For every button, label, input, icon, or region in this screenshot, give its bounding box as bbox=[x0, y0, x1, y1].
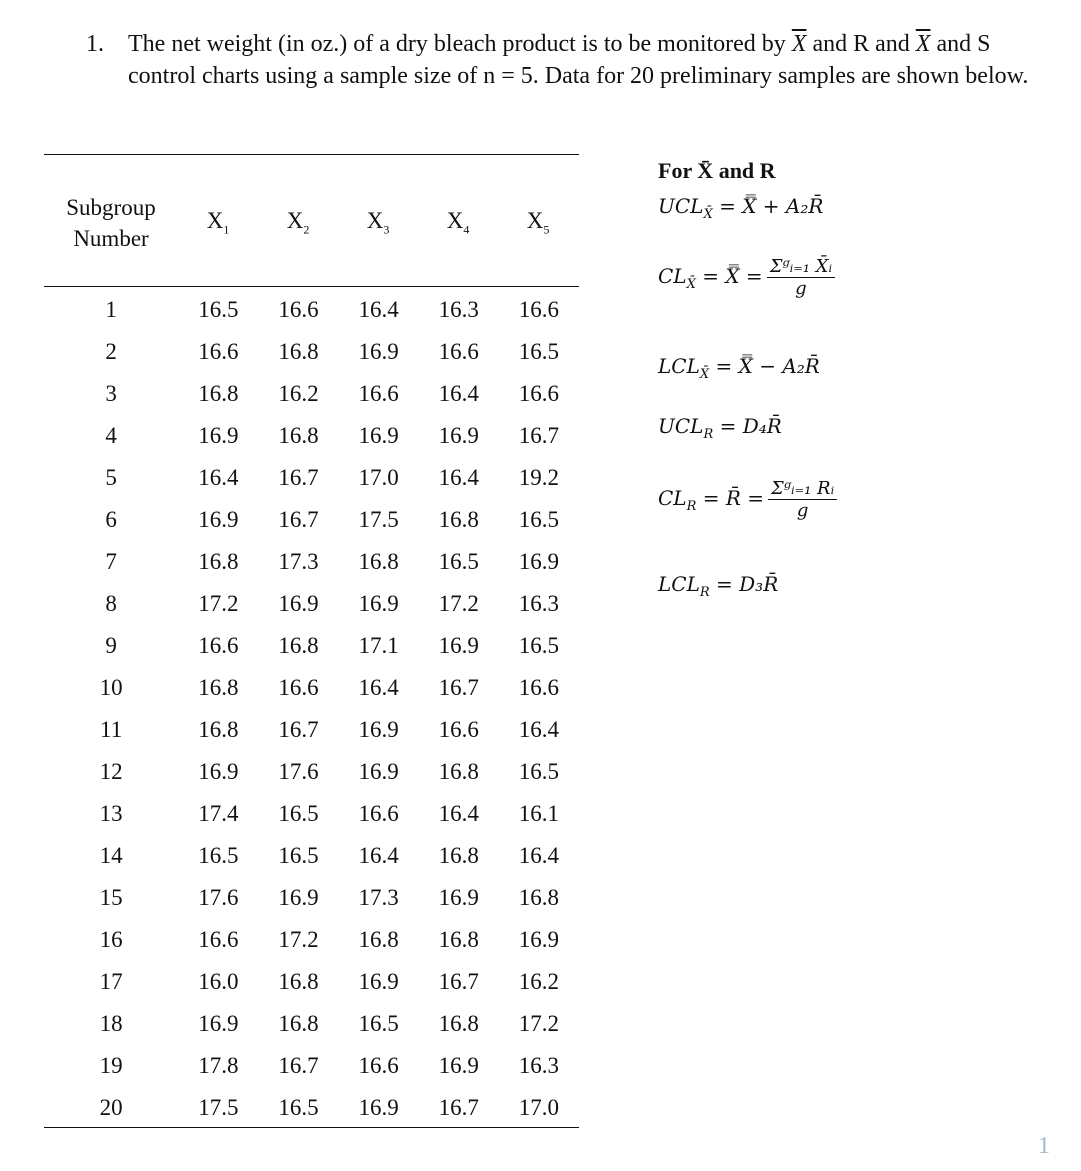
subgroup-number-cell: 15 bbox=[99, 885, 123, 910]
table-row bbox=[44, 373, 579, 415]
x1-cell: 16.8 bbox=[198, 675, 239, 700]
x5-cell: 19.2 bbox=[518, 465, 560, 490]
x4-cell: 16.5 bbox=[438, 549, 479, 574]
x4-cell: 16.3 bbox=[438, 297, 479, 322]
x3-cell: 16.4 bbox=[358, 843, 399, 868]
x4-cell: 16.8 bbox=[438, 927, 479, 952]
x2-cell: 16.9 bbox=[278, 885, 319, 910]
x3-cell: 16.6 bbox=[358, 381, 399, 406]
x4-cell: 16.8 bbox=[438, 507, 479, 532]
xbar-symbol: $\overline{X}$ bbox=[915, 31, 931, 57]
ucl-r-formula: $UCL_R$ = D₄R̄ bbox=[658, 414, 782, 442]
x4-cell: 16.6 bbox=[438, 717, 479, 742]
x5-cell: 16.6 bbox=[518, 381, 560, 406]
problem-text: The net weight (in oz.) of a dry bleach product is to be monitored by $\overline{X}$ and R and $\overline{X}$ and S control charts using a sample size of n = 5. Data for 20 preliminary samples are shown below. bbox=[128, 31, 1029, 89]
x5-cell: 16.5 bbox=[518, 633, 560, 658]
subgroup-number-cell: 6 bbox=[105, 507, 117, 532]
x3-cell: 17.3 bbox=[358, 885, 399, 910]
x1-cell: 16.5 bbox=[198, 297, 239, 322]
x2-cell: 16.7 bbox=[278, 465, 319, 490]
x1-cell: 16.6 bbox=[198, 339, 239, 364]
subgroup-number-cell: 9 bbox=[105, 633, 117, 658]
x1-cell: 16.9 bbox=[198, 423, 239, 448]
header-x3: $X_3$ bbox=[366, 208, 390, 237]
x1-cell: 16.6 bbox=[198, 927, 239, 952]
subgroup-number-cell: 20 bbox=[99, 1095, 123, 1120]
x1-cell: 16.8 bbox=[198, 549, 239, 574]
x3-cell: 16.6 bbox=[358, 1053, 399, 1078]
x1-cell: 16.8 bbox=[198, 717, 239, 742]
x4-cell: 16.7 bbox=[438, 1095, 479, 1120]
subgroup-number-cell: 8 bbox=[105, 591, 117, 616]
subgroup-number-cell: 12 bbox=[99, 759, 123, 784]
x5-cell: 16.3 bbox=[518, 1053, 560, 1078]
x5-cell: 16.8 bbox=[518, 885, 560, 910]
x1-cell: 16.8 bbox=[198, 381, 239, 406]
x1-cell: 17.2 bbox=[198, 591, 239, 616]
table-row bbox=[44, 625, 579, 667]
table-row bbox=[44, 583, 579, 625]
x4-cell: 16.6 bbox=[438, 339, 479, 364]
x4-cell: 16.7 bbox=[438, 675, 479, 700]
x5-cell: 16.2 bbox=[518, 969, 560, 994]
x2-cell: 16.2 bbox=[278, 381, 319, 406]
x2-cell: 16.7 bbox=[278, 717, 319, 742]
x4-cell: 17.2 bbox=[438, 591, 479, 616]
x5-cell: 16.5 bbox=[518, 339, 560, 364]
table-row bbox=[44, 541, 579, 583]
x2-cell: 16.7 bbox=[278, 507, 319, 532]
x1-cell: 17.6 bbox=[198, 885, 239, 910]
cl-xbar-formula: $CL_{X̄}$ = X̿ = $\frac{\text{Σᵍᵢ₌₁ X̄ᵢ}}{g}$ bbox=[658, 256, 835, 299]
header-x5: $X_5$ bbox=[526, 208, 550, 237]
x3-cell: 16.8 bbox=[358, 549, 399, 574]
subgroup-number-cell: 14 bbox=[99, 843, 123, 868]
subgroup-number-cell: 1 bbox=[105, 297, 117, 322]
x3-cell: 16.9 bbox=[358, 339, 399, 364]
table-row bbox=[44, 751, 579, 793]
table-row bbox=[44, 1003, 579, 1045]
x4-cell: 16.9 bbox=[438, 1053, 479, 1078]
x5-cell: 16.6 bbox=[518, 297, 560, 322]
x2-cell: 16.6 bbox=[278, 675, 319, 700]
table-row bbox=[44, 961, 579, 1003]
x4-cell: 16.9 bbox=[438, 423, 479, 448]
x4-cell: 16.8 bbox=[438, 1011, 479, 1036]
table-row bbox=[44, 289, 579, 331]
x2-cell: 16.5 bbox=[278, 801, 319, 826]
header-x2: $X_2$ bbox=[286, 208, 310, 237]
x1-cell: 17.4 bbox=[198, 801, 239, 826]
header-subgroup: Subgroup Number bbox=[66, 195, 156, 251]
x4-cell: 16.9 bbox=[438, 633, 479, 658]
x3-cell: 16.9 bbox=[358, 759, 399, 784]
x2-cell: 16.8 bbox=[278, 339, 319, 364]
x3-cell: 16.4 bbox=[358, 675, 399, 700]
table-row bbox=[44, 709, 579, 751]
x3-cell: 16.4 bbox=[358, 297, 399, 322]
table-bottom-rule bbox=[44, 1127, 579, 1128]
x1-cell: 16.0 bbox=[198, 969, 239, 994]
subgroup-number-cell: 18 bbox=[99, 1011, 123, 1036]
x5-cell: 16.7 bbox=[518, 423, 560, 448]
x3-cell: 16.5 bbox=[358, 1011, 399, 1036]
x2-cell: 16.7 bbox=[278, 1053, 319, 1078]
subgroup-number-cell: 10 bbox=[99, 675, 123, 700]
x1-cell: 17.5 bbox=[198, 1095, 239, 1120]
header-x1: $X_1$ bbox=[206, 208, 230, 237]
lcl-xbar-formula: $LCL_{X̄}$ = X̿ − A₂R̄ bbox=[658, 354, 820, 382]
x3-cell: 16.9 bbox=[358, 423, 399, 448]
x1-cell: 16.9 bbox=[198, 1011, 239, 1036]
x1-cell: 16.9 bbox=[198, 507, 239, 532]
x2-cell: 16.8 bbox=[278, 633, 319, 658]
x2-cell: 16.8 bbox=[278, 1011, 319, 1036]
table-row bbox=[44, 835, 579, 877]
table-row bbox=[44, 667, 579, 709]
x3-cell: 16.8 bbox=[358, 927, 399, 952]
x5-cell: 16.4 bbox=[518, 717, 560, 742]
x3-cell: 16.9 bbox=[358, 591, 399, 616]
subgroup-number-cell: 7 bbox=[105, 549, 117, 574]
x1-cell: 16.4 bbox=[198, 465, 239, 490]
x4-cell: 16.4 bbox=[438, 465, 479, 490]
x3-cell: 17.0 bbox=[358, 465, 399, 490]
table-row bbox=[44, 793, 579, 835]
lcl-r-formula: $LCL_R$ = D₃R̄ bbox=[658, 572, 779, 600]
data-table bbox=[44, 289, 579, 1129]
x4-cell: 16.8 bbox=[438, 843, 479, 868]
cl-r-formula: $CL_R$ = R̄ = $\frac{\text{Σᵍᵢ₌₁ Rᵢ}}{g}$ bbox=[658, 478, 837, 521]
table-row bbox=[44, 457, 579, 499]
x2-cell: 16.9 bbox=[278, 591, 319, 616]
x1-cell: 16.5 bbox=[198, 843, 239, 868]
x5-cell: 16.5 bbox=[518, 507, 560, 532]
x2-cell: 16.6 bbox=[278, 297, 319, 322]
x1-cell: 17.8 bbox=[198, 1053, 239, 1078]
x1-cell: 16.9 bbox=[198, 759, 239, 784]
table-row bbox=[44, 1045, 579, 1087]
subgroup-number-cell: 3 bbox=[105, 381, 117, 406]
header-x4: $X_4$ bbox=[446, 208, 470, 237]
subgroup-number-cell: 16 bbox=[99, 927, 123, 952]
x2-cell: 16.5 bbox=[278, 843, 319, 868]
x5-cell: 16.1 bbox=[518, 801, 560, 826]
x5-cell: 16.4 bbox=[518, 843, 560, 868]
table-row bbox=[44, 499, 579, 541]
x5-cell: 16.9 bbox=[518, 549, 560, 574]
subgroup-number-cell: 2 bbox=[105, 339, 117, 364]
x2-cell: 17.6 bbox=[278, 759, 319, 784]
xbar-symbol: $\overline{X}$ bbox=[791, 31, 807, 57]
table-row bbox=[44, 877, 579, 919]
table-row bbox=[44, 919, 579, 961]
ucl-xbar-formula: $UCL_{X̄}$ = X̿ + A₂R̄ bbox=[658, 194, 824, 222]
x4-cell: 16.9 bbox=[438, 885, 479, 910]
subgroup-number-cell: 4 bbox=[105, 423, 117, 448]
formulas-heading: For X̄ and R bbox=[658, 158, 776, 183]
table-row bbox=[44, 331, 579, 373]
x4-cell: 16.8 bbox=[438, 759, 479, 784]
x4-cell: 16.4 bbox=[438, 381, 479, 406]
x1-cell: 16.6 bbox=[198, 633, 239, 658]
x5-cell: 16.5 bbox=[518, 759, 560, 784]
x2-cell: 17.2 bbox=[278, 927, 319, 952]
page-number: 1 bbox=[1038, 1133, 1050, 1159]
x5-cell: 17.2 bbox=[518, 1011, 560, 1036]
problem-number: 1. bbox=[86, 31, 104, 57]
header-rule bbox=[44, 286, 579, 287]
x4-cell: 16.4 bbox=[438, 801, 479, 826]
subgroup-number-cell: 17 bbox=[99, 969, 123, 994]
subgroup-number-cell: 19 bbox=[99, 1053, 123, 1078]
table-row bbox=[44, 1087, 579, 1129]
x5-cell: 16.6 bbox=[518, 675, 560, 700]
x3-cell: 16.9 bbox=[358, 969, 399, 994]
subgroup-number-cell: 13 bbox=[99, 801, 123, 826]
x3-cell: 17.5 bbox=[358, 507, 399, 532]
x2-cell: 17.3 bbox=[278, 549, 319, 574]
x5-cell: 16.3 bbox=[518, 591, 560, 616]
x3-cell: 16.6 bbox=[358, 801, 399, 826]
x5-cell: 17.0 bbox=[518, 1095, 560, 1120]
table-top-rule bbox=[44, 154, 579, 155]
x2-cell: 16.8 bbox=[278, 423, 319, 448]
x4-cell: 16.7 bbox=[438, 969, 479, 994]
subgroup-number-cell: 5 bbox=[105, 465, 117, 490]
x2-cell: 16.8 bbox=[278, 969, 319, 994]
table-row bbox=[44, 415, 579, 457]
subgroup-number-cell: 11 bbox=[100, 717, 123, 742]
x3-cell: 17.1 bbox=[358, 633, 399, 658]
x2-cell: 16.5 bbox=[278, 1095, 319, 1120]
x3-cell: 16.9 bbox=[358, 1095, 399, 1120]
x3-cell: 16.9 bbox=[358, 717, 399, 742]
x5-cell: 16.9 bbox=[518, 927, 560, 952]
